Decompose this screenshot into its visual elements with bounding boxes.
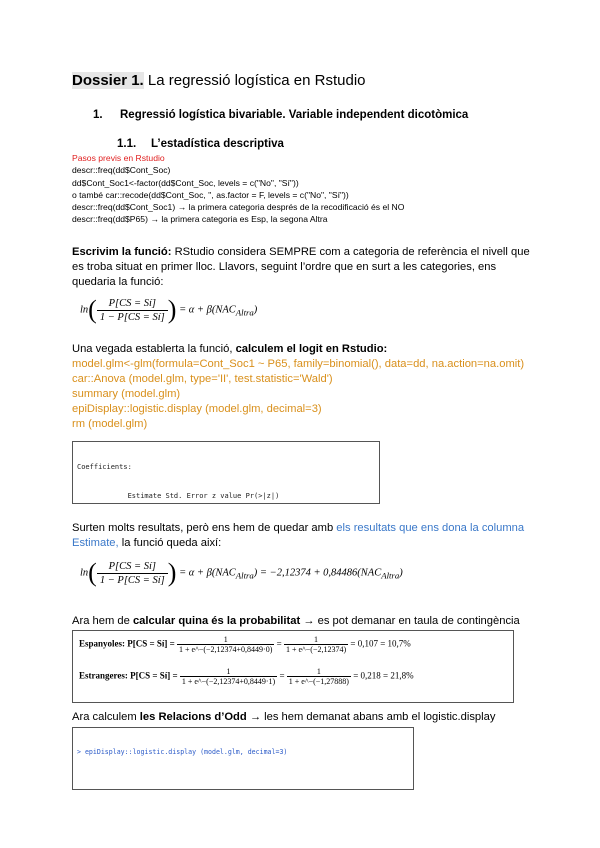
fraction-numerator: 1 <box>180 667 277 677</box>
subsection-text: L’estadística descriptiva <box>151 138 284 150</box>
section-number: 1. <box>93 109 103 121</box>
open-paren: ( <box>88 558 97 587</box>
formula-subscript: Altra <box>235 570 254 581</box>
subsection-heading <box>117 138 284 150</box>
fraction-denominator: 1 + e^−(−2,12374+0,8449·0) <box>179 645 273 654</box>
probability-row-foreign <box>79 667 414 686</box>
row-result: = 0,218 = 21,8% <box>353 670 414 681</box>
formula-mid: ) = −2,12374 + 0,84486(NAC <box>253 567 382 579</box>
logistic-display-output <box>72 727 414 790</box>
fraction-denominator: 1 − P[CS = Sí] <box>99 311 165 323</box>
output-line: Coefficients: <box>77 463 132 472</box>
pasos-line: descr::freq(dd$P65) → la primera categoria es Esp, la segona Altra <box>72 214 328 225</box>
paragraph-text-2: → les hem demanat abans amb el logistic.display <box>246 711 496 723</box>
close-paren: ) <box>167 295 177 324</box>
formula-fraction <box>97 298 168 323</box>
paragraph-estimate <box>72 521 532 551</box>
paragraph-text: Ara hem de <box>72 615 133 627</box>
subsection-number: 1.1. <box>117 138 137 150</box>
paragraph-text-2: → es pot demanar en taula de contingència <box>300 615 520 627</box>
formula-subscript-2: Altra <box>381 570 400 581</box>
pasos-line: descr::freq(dd$Cont_Soc1) → la primera categoria després de la recodificació és el NO <box>72 202 405 213</box>
paragraph-text: RStudio considera SEMPRE com a categoria de referència el nivell que es troba situat en primer lloc. Llavors, seguint l’ordre que en surt a les categories, ens quedaria la funció: <box>72 246 530 288</box>
formula-fraction <box>97 561 168 586</box>
fraction-numerator: 1 <box>177 635 274 645</box>
paragraph-escrivim <box>72 245 532 290</box>
fraction-denominator: 1 + e^−(−1,27888) <box>288 677 349 686</box>
paragraph-bold: calcular quina és la probabilitat <box>132 615 301 627</box>
logit-formula <box>80 297 257 323</box>
paragraph-bold: Escrivim la funció: <box>72 246 172 258</box>
title-highlight: Dossier 1. <box>72 72 144 89</box>
pasos-label: Pasos previs en Rstudio <box>72 153 165 163</box>
fraction-denominator: 1 + e^−(−2,12374) <box>285 645 347 654</box>
row-result: = 0,107 = 10,7% <box>350 638 411 649</box>
r-code-line: model.glm<-glm(formula=Cont_Soc1 ~ P65, family=binomial(), data=dd, na.action=na.omit) <box>72 358 525 370</box>
formula-close: ) <box>253 304 258 316</box>
paragraph-logit <box>72 342 532 357</box>
pasos-line: o també car::recode(dd$Cont_Soc, '', as.factor = F, levels = c("No", "Sí")) <box>72 189 349 200</box>
paragraph-text: Una vegada establerta la funció, <box>72 343 236 355</box>
paragraph-text-2: la funció queda així: <box>118 537 222 549</box>
r-code-block <box>72 357 532 432</box>
row-fraction-2 <box>284 635 348 654</box>
r-code-line: car::Anova (model.glm, type='II', test.statistic='Wald') <box>72 373 333 385</box>
section-text: Regressió logística bivariable. Variable independent dicotòmica <box>120 109 469 121</box>
row-label: Estrangeres: P[CS = Sí] = <box>79 670 178 681</box>
open-paren: ( <box>88 295 97 324</box>
formula-rhs: = α + β(NAC <box>179 304 236 316</box>
probability-row-spanish <box>79 635 411 654</box>
r-code-line: rm (model.glm) <box>72 418 148 430</box>
section-heading <box>93 109 468 121</box>
page-title <box>72 72 366 89</box>
pasos-block <box>72 152 404 226</box>
paragraph-bold: les Relacions d’Odd <box>139 711 247 723</box>
formula-ln: ln <box>80 567 89 579</box>
paragraph-probabilitat <box>72 614 532 629</box>
row-fraction-2 <box>287 667 351 686</box>
paragraph-text: Surten molts resultats, però ens hem de quedar amb <box>72 522 337 534</box>
row-fraction <box>177 635 274 654</box>
output-line: > epiDisplay::logistic.display (model.glm, decimal=3) <box>77 748 288 757</box>
formula-rhs: = α + β(NAC <box>179 567 236 579</box>
pasos-line: descr::freq(dd$Cont_Soc) <box>72 165 171 176</box>
paragraph-odds <box>72 710 532 725</box>
paragraph-blue: els resultats que ens dona la columna Estimate, <box>72 522 525 549</box>
estimated-formula <box>80 560 403 586</box>
output-line: Estimate Std. Error z value Pr(>|z|) <box>77 491 280 500</box>
paragraph-bold: calculem el logit en Rstudio: <box>235 343 388 355</box>
fraction-numerator: 1 <box>284 635 348 645</box>
row-label: Espanyoles: P[CS = Sí] = <box>79 638 175 649</box>
formula-close: ) <box>399 567 403 579</box>
r-code-line: summary (model.glm) <box>72 388 181 400</box>
row-equals: = <box>276 638 282 649</box>
coefficients-output <box>72 441 380 504</box>
formula-subscript: Altra <box>235 307 254 318</box>
fraction-denominator: 1 + e^−(−2,12374+0,8449·1) <box>181 677 276 686</box>
row-equals: = <box>279 670 285 681</box>
fraction-numerator: 1 <box>287 667 351 677</box>
pasos-line: dd$Cont_Soc1<-factor(dd$Cont_Soc, levels = c("No", "Sí")) <box>72 177 299 188</box>
r-code-line: epiDisplay::logistic.display (model.glm, decimal=3) <box>72 403 322 415</box>
formula-ln: ln <box>80 304 89 316</box>
title-rest: La regressió logística en Rstudio <box>143 72 366 89</box>
close-paren: ) <box>167 558 177 587</box>
fraction-numerator: P[CS = Sí] <box>97 298 168 311</box>
fraction-denominator: 1 − P[CS = Sí] <box>99 574 165 586</box>
paragraph-text: Ara calculem <box>72 711 140 723</box>
probability-box <box>72 630 514 703</box>
fraction-numerator: P[CS = Sí] <box>97 561 168 574</box>
row-fraction <box>180 667 277 686</box>
